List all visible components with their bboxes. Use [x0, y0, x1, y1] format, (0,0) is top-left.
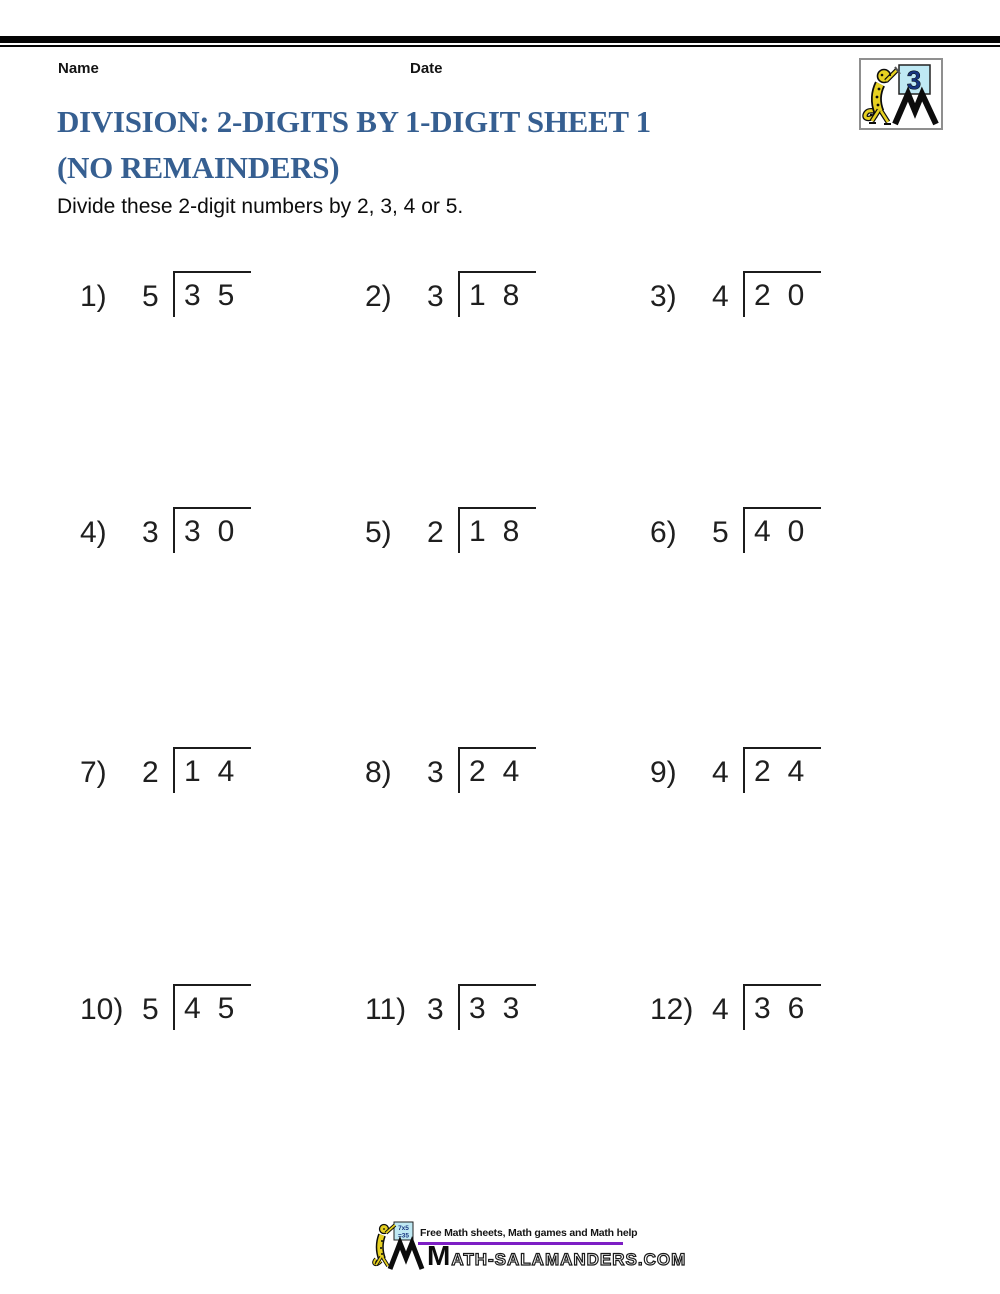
problem-1: [80, 271, 251, 317]
footer-wordmark: [427, 1240, 687, 1273]
problem-label: 12): [650, 993, 694, 1026]
division-bracket: [743, 984, 821, 1030]
problem-7: [80, 747, 251, 793]
problem-dividend: 40: [754, 515, 822, 548]
wordmark-text: ATH-SALAMANDERS.COM: [451, 1250, 687, 1269]
problem-label: 4): [80, 516, 107, 549]
problem-2: [365, 271, 536, 317]
problem-divisor: 4: [712, 280, 729, 313]
problem-divisor: 2: [142, 756, 159, 789]
problem-dividend: 24: [469, 755, 537, 788]
problem-dividend: 18: [469, 515, 537, 548]
mini-sign-line2: =35: [397, 1232, 410, 1240]
problem-divisor: 3: [427, 756, 444, 789]
problem-dividend: 24: [754, 755, 822, 788]
problem-label: 8): [365, 756, 392, 789]
problem-divisor: 5: [712, 516, 729, 549]
problem-divisor: 5: [142, 280, 159, 313]
problem-divisor: 3: [142, 516, 159, 549]
problem-label: 7): [80, 756, 107, 789]
problem-3: [650, 271, 821, 317]
mini-sign-line1: 7x5: [398, 1225, 409, 1232]
problem-divisor: 4: [712, 993, 729, 1026]
division-bracket: [743, 271, 821, 317]
problem-label: 2): [365, 280, 392, 313]
name-label: Name: [58, 60, 99, 77]
problem-label: 5): [365, 516, 392, 549]
problem-dividend: 33: [469, 992, 537, 1025]
division-bracket: [173, 271, 251, 317]
problem-dividend: 20: [754, 279, 822, 312]
footer-m-easel-icon: [390, 1243, 422, 1269]
problem-dividend: 36: [754, 992, 822, 1025]
problem-divisor: 2: [427, 516, 444, 549]
worksheet-title: DIVISION: 2-DIGITS BY 1-DIGIT SHEET 1: [57, 104, 651, 139]
instruction-text: Divide these 2-digit numbers by 2, 3, 4 or 5.: [57, 195, 464, 218]
problem-label: 11): [365, 993, 407, 1026]
date-label: Date: [410, 60, 443, 77]
problem-8: [365, 747, 536, 793]
problem-5: [365, 507, 536, 553]
problem-label: 10): [80, 993, 124, 1026]
division-bracket: [458, 271, 536, 317]
problem-6: [650, 507, 821, 553]
division-bracket: [458, 984, 536, 1030]
problem-divisor: 3: [427, 993, 444, 1026]
problem-dividend: 30: [184, 515, 252, 548]
division-bracket: [743, 507, 821, 553]
division-bracket: [458, 507, 536, 553]
division-bracket: [743, 747, 821, 793]
problem-divisor: 3: [427, 280, 444, 313]
problem-11: [365, 984, 536, 1030]
problem-label: 9): [650, 756, 677, 789]
problem-9: [650, 747, 821, 793]
top-divider: [0, 36, 1000, 47]
problem-divisor: 5: [142, 993, 159, 1026]
division-bracket: [173, 507, 251, 553]
footer-tagline: Free Math sheets, Math games and Math help: [420, 1227, 638, 1239]
problem-4: [80, 507, 251, 553]
worksheet-subtitle: (NO REMAINDERS): [57, 150, 340, 185]
division-bracket: [173, 747, 251, 793]
grade-badge-logo: [859, 58, 943, 130]
division-bracket: [458, 747, 536, 793]
problem-dividend: 35: [184, 279, 252, 312]
grade-badge-number: 3: [906, 65, 922, 95]
problem-10: [80, 984, 251, 1030]
problem-12: [650, 984, 821, 1030]
problem-dividend: 45: [184, 992, 252, 1025]
problem-label: 6): [650, 516, 677, 549]
problem-label: 3): [650, 280, 677, 313]
problem-dividend: 18: [469, 279, 537, 312]
problem-divisor: 4: [712, 756, 729, 789]
problem-dividend: 14: [184, 755, 252, 788]
wordmark-m: M: [427, 1240, 451, 1271]
division-bracket: [173, 984, 251, 1030]
problem-label: 1): [80, 280, 107, 313]
